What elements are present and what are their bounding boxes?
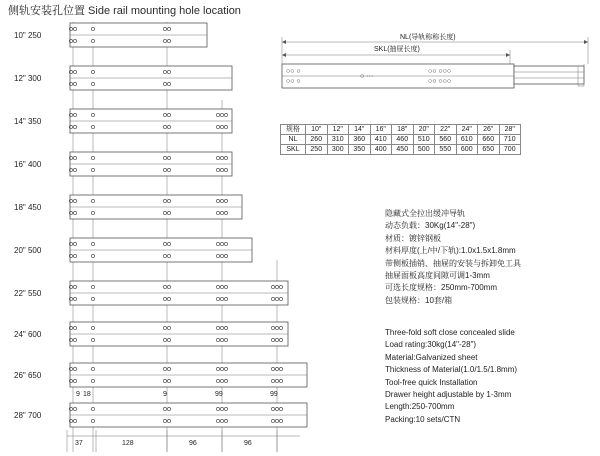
spec-table-header bbox=[281, 125, 521, 135]
svg-text:○ ···: ○ ··· bbox=[360, 73, 374, 80]
spec-table-cell: 450 bbox=[392, 145, 414, 155]
spec-table-cell: 12" bbox=[327, 125, 349, 135]
description-line: 材质：镀锌钢板 bbox=[385, 233, 441, 243]
bottom-dimension bbox=[67, 430, 300, 452]
spec-table-cell: NL bbox=[281, 135, 306, 145]
dim-128: 128 bbox=[122, 440, 134, 447]
hole-label-4: 99 bbox=[215, 391, 223, 398]
spec-table-cell: 26" bbox=[478, 125, 500, 135]
svg-text:○○ ○○○: ○○ ○○○ bbox=[428, 78, 452, 85]
spec-table-cell: 24" bbox=[456, 125, 478, 135]
spec-table-cell: 28" bbox=[499, 125, 521, 135]
spec-table-cell: 22" bbox=[435, 125, 457, 135]
svg-text:○○ ○: ○○ ○ bbox=[286, 68, 301, 75]
description-line: Tool-free quick Installation bbox=[385, 377, 478, 387]
spec-table-cell: 规格 bbox=[281, 125, 306, 135]
rail-size-label: 28" 700 bbox=[14, 411, 42, 420]
rail-size-label: 18" 450 bbox=[14, 203, 42, 212]
hole-label-2: 18 bbox=[83, 391, 91, 398]
description-line: Three-fold soft close concealed slide bbox=[385, 328, 515, 337]
description-line: 动态负载：30Kg(14"-28") bbox=[385, 221, 476, 231]
description-line: 抽屉面板高度间隙可调1-3mm bbox=[385, 270, 490, 280]
spec-table bbox=[280, 124, 521, 155]
spec-table-cell: 18" bbox=[392, 125, 414, 135]
spec-table-row bbox=[281, 135, 521, 145]
spec-table-cell: 710 bbox=[499, 135, 521, 145]
dim-37: 37 bbox=[75, 440, 83, 447]
spec-table-cell: 510 bbox=[413, 135, 435, 145]
rails-group bbox=[14, 23, 307, 427]
rail-size-label: 10" 250 bbox=[14, 31, 42, 40]
rail-size-label: 22" 550 bbox=[14, 289, 42, 298]
skl-label: SKL(抽屉长度) bbox=[374, 46, 420, 53]
spec-table-cell: 500 bbox=[413, 145, 435, 155]
hole-label-3: 9 bbox=[163, 391, 167, 398]
rail-size-label: 26" 650 bbox=[14, 371, 42, 380]
rail-size-label: 24" 600 bbox=[14, 330, 42, 339]
page-title: 侧轨安装孔位置 Side rail mounting hole location bbox=[8, 5, 241, 17]
description-line: 材料厚度(上/中/下轨):1.0x1.5x1.8mm bbox=[385, 246, 516, 256]
description-line: 可选长度规格：250mm-700mm bbox=[385, 283, 498, 293]
spec-table-cell: 20" bbox=[413, 125, 435, 135]
hole-labels bbox=[76, 391, 278, 398]
side-view bbox=[282, 32, 588, 88]
spec-table-cell: 550 bbox=[435, 145, 457, 155]
rail-size-label: 14" 350 bbox=[14, 117, 42, 126]
description-line: Length:250-700mm bbox=[385, 402, 455, 412]
description-en bbox=[385, 327, 517, 426]
spec-table-cell: 10" bbox=[306, 125, 328, 135]
spec-table-row bbox=[281, 145, 521, 155]
spec-table-cell: 610 bbox=[456, 135, 478, 145]
spec-table-cell: 350 bbox=[349, 145, 371, 155]
description-line: Drawer height adjustable by 1-3mm bbox=[385, 389, 512, 399]
nl-label: NL(导轨称称长度) bbox=[400, 34, 456, 41]
svg-text:○○ ○○○: ○○ ○○○ bbox=[428, 68, 452, 75]
spec-table-cell: 660 bbox=[478, 135, 500, 145]
hole-label-1: 9 bbox=[76, 391, 80, 398]
spec-table-cell: 300 bbox=[327, 145, 349, 155]
dim-96-b: 96 bbox=[244, 440, 252, 447]
description-line: Thickness of Material(1.0/1.5/1.8mm) bbox=[385, 365, 518, 375]
description-line: 包装规格：10套/箱 bbox=[385, 295, 453, 305]
spec-table-cell: 310 bbox=[327, 135, 349, 145]
spec-table-cell: 250 bbox=[306, 145, 328, 155]
spec-table-cell: SKL bbox=[281, 145, 306, 155]
description-line: Material:Galvanized sheet bbox=[385, 352, 478, 362]
spec-table-cell: 600 bbox=[456, 145, 478, 155]
rail-size-label: 20" 500 bbox=[14, 246, 42, 255]
spec-table-cell: 400 bbox=[370, 145, 392, 155]
spec-table-cell: 560 bbox=[435, 135, 457, 145]
description-line: Load rating:30kg(14"-28") bbox=[385, 340, 477, 350]
rail-size-label: 12" 300 bbox=[14, 74, 42, 83]
description-cn bbox=[385, 208, 521, 307]
description-line: 隐藏式全拉出缓冲导轨 bbox=[385, 209, 465, 218]
description-line: Packing:10 sets/CTN bbox=[385, 414, 461, 424]
spec-table-cell: 410 bbox=[370, 135, 392, 145]
dim-96-a: 96 bbox=[189, 440, 197, 447]
spec-table-cell: 260 bbox=[306, 135, 328, 145]
description-line: 带侧板插销、抽屉的安装与拆卸免工具 bbox=[385, 258, 521, 268]
svg-text:○○ ○: ○○ ○ bbox=[286, 78, 301, 85]
spec-table-cell: 460 bbox=[392, 135, 414, 145]
rail-size-label: 16" 400 bbox=[14, 160, 42, 169]
spec-table-cell: 14" bbox=[349, 125, 371, 135]
hole-label-5: 99 bbox=[270, 391, 278, 398]
spec-table-cell: 650 bbox=[478, 145, 500, 155]
spec-table-cell: 700 bbox=[499, 145, 521, 155]
spec-table-cell: 360 bbox=[349, 135, 371, 145]
spec-table-cell: 16" bbox=[370, 125, 392, 135]
